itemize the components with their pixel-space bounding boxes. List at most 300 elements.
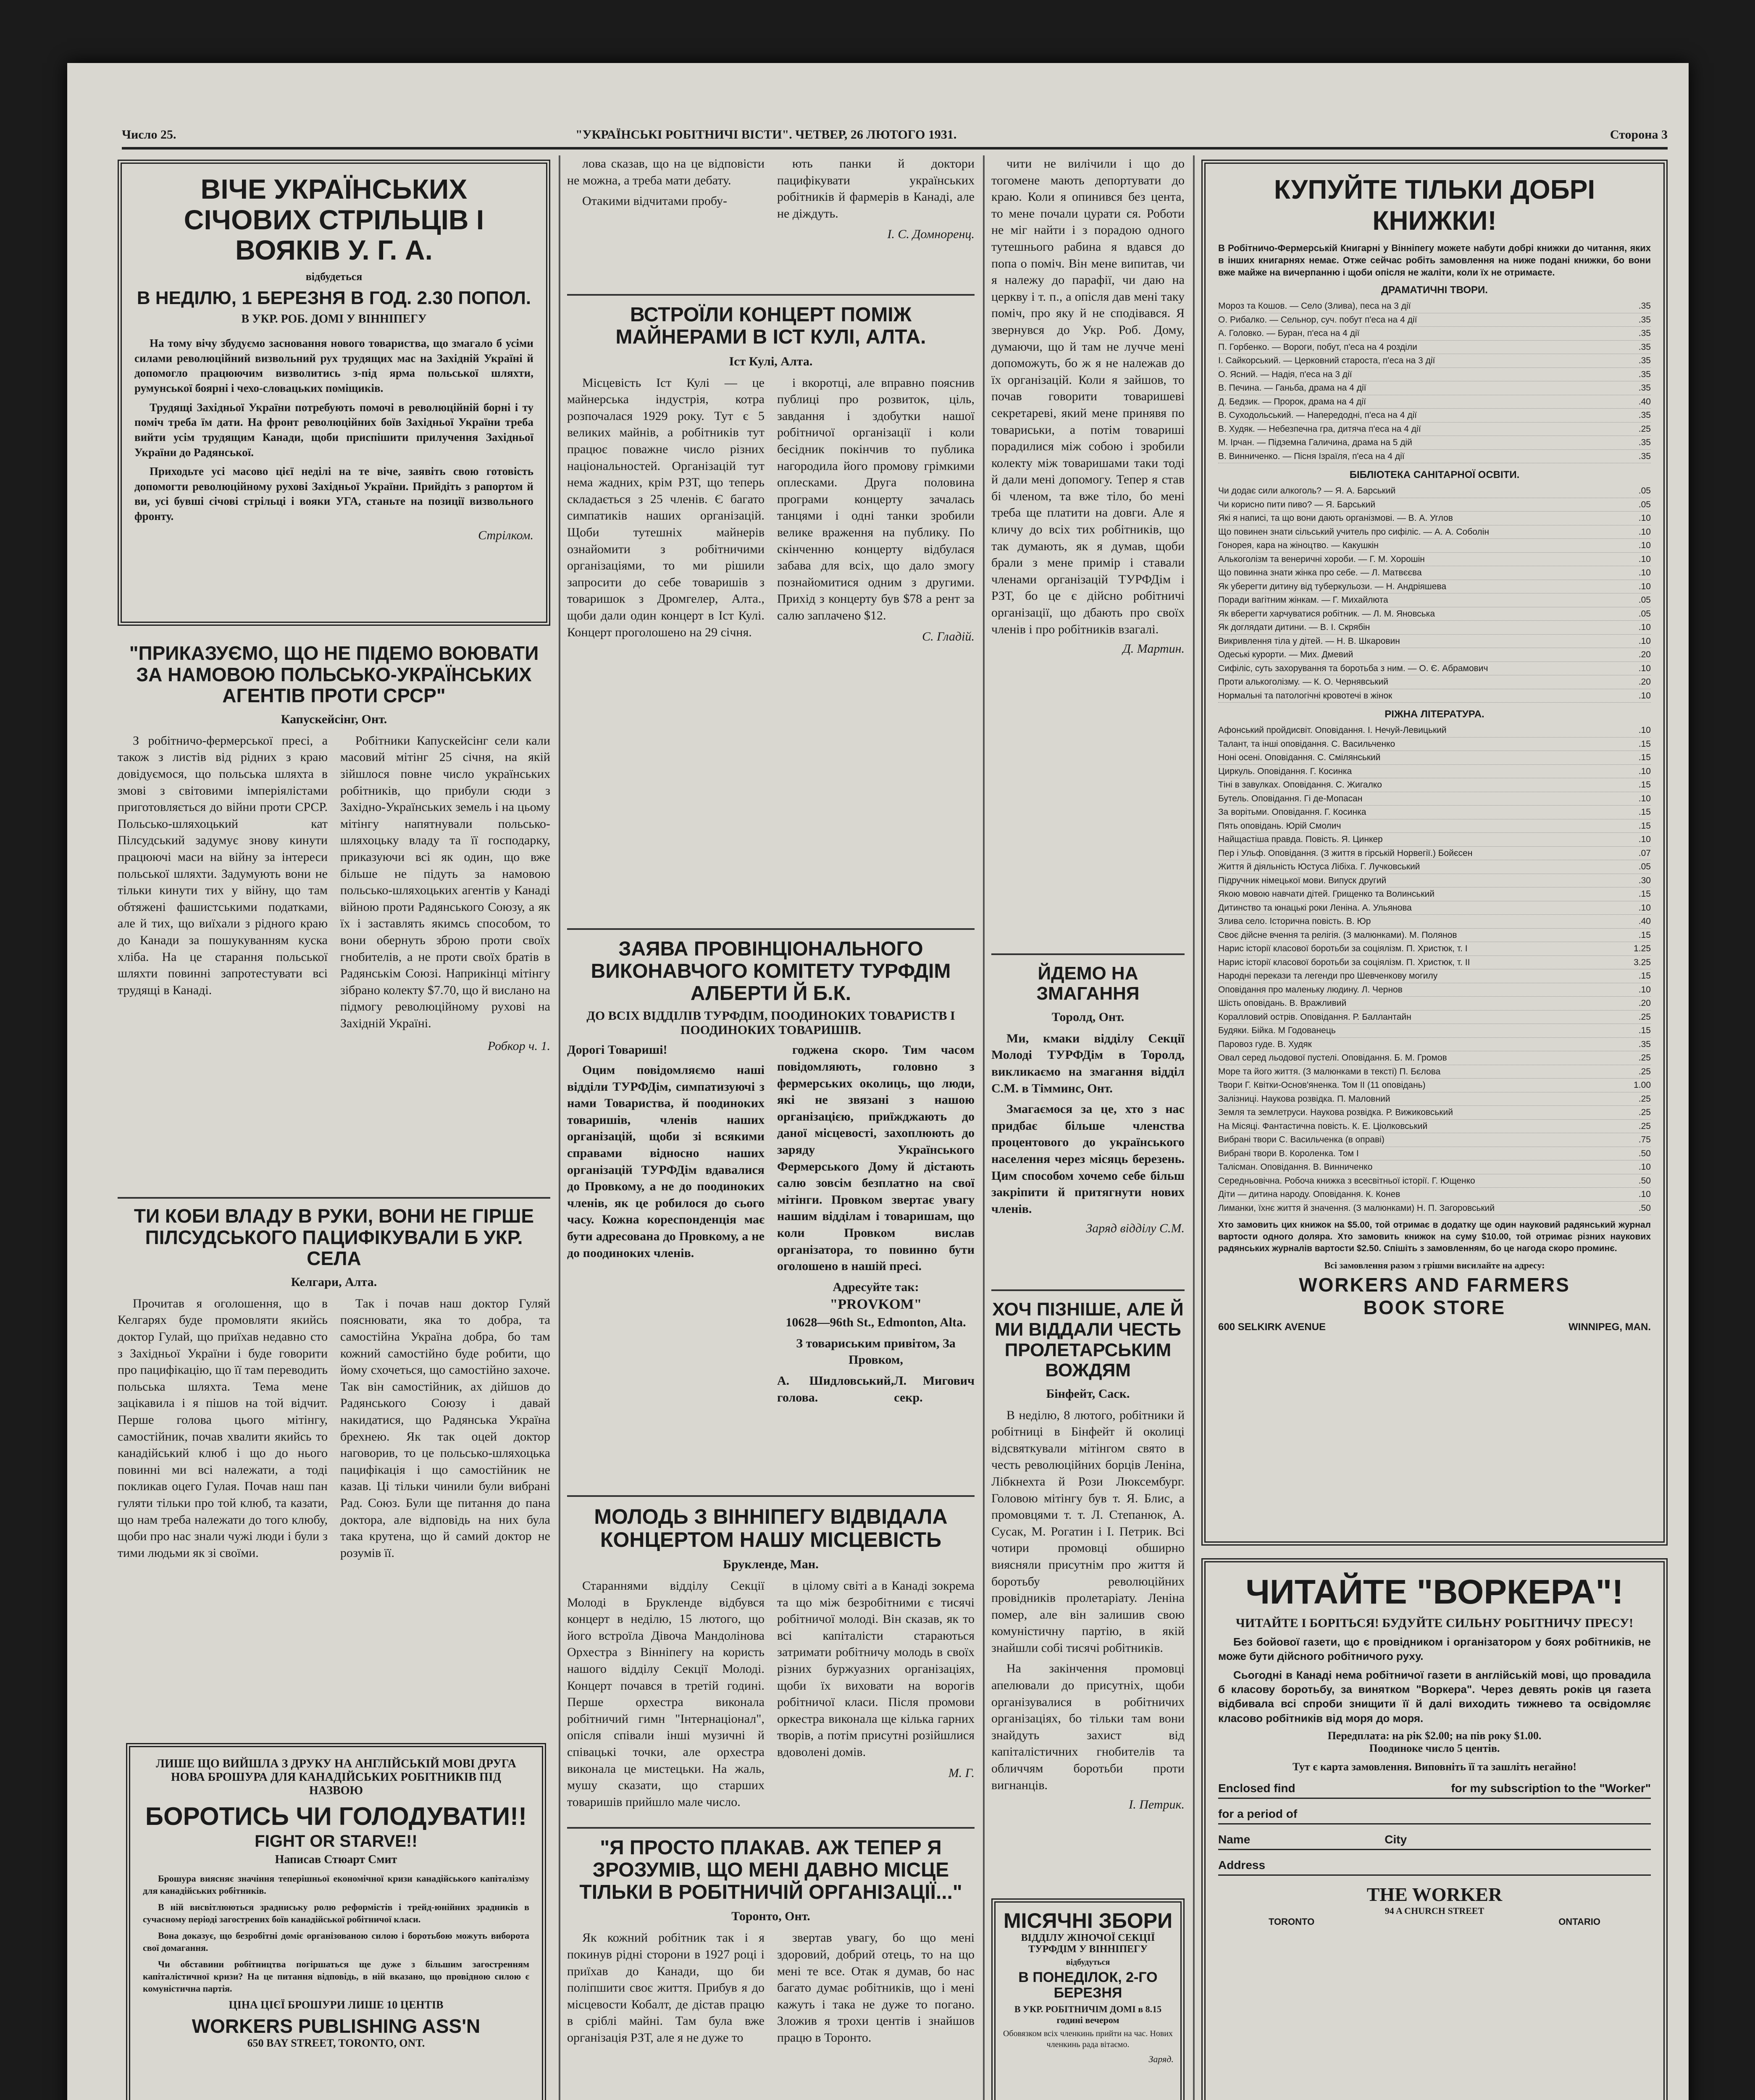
book-price: .15 <box>1638 821 1651 831</box>
prykazuemo-signature: Робкор ч. 1. <box>487 1039 550 1053</box>
form-city-label: City <box>1385 1832 1407 1846</box>
brochure-publisher: WORKERS PUBLISHING ASS'N <box>192 2015 481 2037</box>
book-list <box>1218 283 1651 1215</box>
book-item <box>1218 1024 1651 1038</box>
category-drama: ДРАМАТИЧНІ ТВОРИ. <box>1381 284 1488 296</box>
book-title: Поради вагітним жінкам. — Г. Михайлюта <box>1218 595 1388 605</box>
form-period-label: for a period of <box>1218 1807 1298 1820</box>
book-item <box>1218 806 1651 819</box>
concert-article <box>567 286 975 916</box>
book-item <box>1218 874 1651 888</box>
book-price: .35 <box>1638 383 1651 393</box>
book-item <box>1218 751 1651 765</box>
book-price: .35 <box>1638 451 1651 461</box>
plakav-place: Торонто, Онт. <box>731 1909 810 1924</box>
prykazuemo-place: Капускейсінг, Онт. <box>281 712 387 726</box>
column-rule <box>983 155 985 2100</box>
book-price: .10 <box>1638 568 1651 578</box>
bookstore-intro: В Робітничо-Фермерській Книгарні у Вінніпегу можете набути добрі книжки до читання, яких в інших книгарнях немає. Отже сейчас робіть замовлення на ниже подані книжки, бо вони вже майже на вичерпанню і щоби опісля не жаліти, коли їх не отримаєте. <box>1218 243 1651 278</box>
book-price: .75 <box>1638 1135 1651 1145</box>
zmahannia-para-b: Змагаємося за це, хто з нас придбає більше членства процентового до українського населення через місяць березень. Цим способом хочемо себе більш закріпити й притягнути нових членів. <box>991 1102 1185 1216</box>
prykazuemo-para-a: З робітничо-фермерської пресі, а також з листів від рідних з краю довідуємося, що польська шляхта в змові з світовими імперіялістами приготовляється до війни проти СРСР. Польсько-шляхоцький кат Пілсудський задумує знову кинути працюючі маси на війну за інтереси польської шляхти. Задумують вони не тільки кинути тих у війну, що там обтяжені фашистськими податками, але й тих, що виїхали з рідного краю до Канади за пошукуванням куска хліба. На це старання польської шляхти повинні запротестувати всі трудящі в Канаді. <box>118 733 328 997</box>
book-price: .07 <box>1638 848 1651 858</box>
koby-text-a <box>118 1295 328 1566</box>
book-title: Середньовічна. Робоча книжка з всесвітньої історії. Г. Ющенко <box>1218 1176 1475 1186</box>
book-title: Чи корисно пити пиво? — Я. Барський <box>1218 499 1376 509</box>
book-title: Циркуль. Оповідання. Г. Косинка <box>1218 766 1352 776</box>
book-price: 1.00 <box>1634 1080 1651 1090</box>
book-price: .50 <box>1638 1203 1651 1213</box>
concert-place: Іст Кулі, Алта. <box>729 354 813 368</box>
book-title: Лиманки, їхнє життя й значення. (З малюнками) Н. П. Загоровський <box>1218 1203 1495 1213</box>
drama-list <box>1218 299 1651 463</box>
book-title: Що повинен знати сільський учитель про сифіліс. — А. А. Соболін <box>1218 527 1489 537</box>
book-item <box>1218 648 1651 662</box>
zbory-when: В ПОНЕДІЛОК, 2-ГО БЕРЕЗНЯ <box>1018 1969 1158 2001</box>
top-fragments <box>567 155 975 249</box>
zayava-addr-street: 10628—96th St., Edmonton, Alta. <box>786 1315 966 1330</box>
order-note: Хто замовить цих книжок на $5.00, той отримає в додатку ще один науковий радянський журнал вартости одного доляра. Хто замовить книжок на суму $10.00, той отримає різних наукових радянських журналів вартости $2.50. Спішіть з замовленням, бо це нагода скоро проминє. <box>1218 1220 1651 1253</box>
concert-text-b <box>777 375 975 652</box>
zayava-text-b <box>777 1042 975 1406</box>
book-title: П. Горбенко. — Вороги, побут, п'еса на 4 розділи <box>1218 342 1417 352</box>
book-title: Дитинство та юнацькі роки Леніна. А. Ульянова <box>1218 903 1412 913</box>
zmahannia-headline: ЙДЕМО НА ЗМАГАННЯ <box>1036 963 1140 1004</box>
plakav-para-a: Як кожний робітник так і я покинув рідні сторони в 1927 році і приїхав до Канади, що би поліпшити своє життя. Прибув я до місцевости Кобалт, де дістав працю в сріблі майні. Там була вже організація РЗТ, але я не дуже то <box>567 1931 765 2045</box>
book-item <box>1218 354 1651 368</box>
zbory-notice <box>991 1898 1185 2100</box>
book-price: .10 <box>1638 984 1651 995</box>
book-title: Д. Бедзик. — Пророк, драма на 4 дії <box>1218 396 1366 407</box>
worker-headline: ЧИТАЙТЕ "ВОРКЕРА"! <box>1245 1573 1624 1611</box>
book-item <box>1218 635 1651 648</box>
column-rule <box>1193 155 1195 2100</box>
book-price: .35 <box>1638 356 1651 366</box>
bookstore-ad <box>1201 160 1668 1546</box>
worker-price-1: Передплата: на рік $2.00; на пів року $1.00. <box>1327 1729 1542 1742</box>
worker-brand-province: ONTARIO <box>1558 1916 1600 1927</box>
book-item <box>1218 539 1651 553</box>
book-title: Бутель. Оповідання. Гі де-Мопасан <box>1218 793 1363 803</box>
book-item <box>1218 833 1651 847</box>
viche-p2: Трудящі Західньої України потребують помочі в революційній борні і ту поміч треба їм дати. На фронт революційних боїв Західньої України треба вийти усім трудящим Канади, щоби приспішити прилучення Західньої України до Радянської. <box>134 401 533 459</box>
book-item <box>1218 983 1651 997</box>
top-fragment-signature: І. С. Домноренц. <box>887 227 975 242</box>
book-price: .25 <box>1638 1121 1651 1131</box>
book-title: Овал серед льодової пустелі. Оповідання. Б. М. Громов <box>1218 1053 1447 1063</box>
plakav-text-b <box>777 1929 975 2050</box>
viche-p1: На тому вічу збудуємо засновання нового товариства, що змагало б усіми силами революційний визвольний рух трудящих мас на Західній Україні й допомогло працюючим визволитись з-під ярма польської шляхти, румунської боярні і чехо-словацьких поміщиків. <box>134 337 533 395</box>
book-price: .05 <box>1638 609 1651 619</box>
vozhdi-article <box>991 1281 1185 1886</box>
divider <box>567 294 975 296</box>
top-fragment-left <box>567 155 765 249</box>
column-4 <box>1201 155 1668 2100</box>
divider <box>567 1495 975 1497</box>
book-title: Вибрані твори В. Короленка. Том І <box>1218 1148 1359 1158</box>
concert-para-a: Місцевість Іст Кулі — це майнерська індустрія, котра розпочалася 1929 року. Тут є 5 великих майнів, а робітників тут працює поважне число різних національностей. Організацій тут нема жадних, крім РЗТ, що теперь складається з 25 членів. Є багато симпатиків наших організацій. Щоби тутешніх майнерів ознайомити з робітничими організаціями, то ми рішили запросити до себе товаришів з товаришок з Дромгелер, Алта., щоби дали один концерт в Іст Кулі. Концерт проголошено на 29 січня. <box>567 375 765 639</box>
book-item <box>1218 689 1651 703</box>
vozhdi-para-a: В неділю, 8 лютого, робітники й робітниці в Бінфейт й околиці відсвяткували мітінгом свято в честь революційних борців Леніна, Лібкнехта й Рози Люксембург. Головою мітінгу був т. Я. Блис, а промовцями т. т. Л. Степанюк, А. Сусак, М. Рогатин і І. Петрик. Всі чотири промовці обширно виясняли присутнім про життя й боротьбу революційних провідників пролетаріату. Леніна помер, але він залишив свою комуністичну партію, в якій знайшли собі тисячі робітників. <box>991 1408 1185 1655</box>
brochure-p2: В ній висвітлюються зрадниську ролю реформістів і трейд-юнійних зрадників в сучасному періоді загострених боїв канадійської робітничої класи. <box>143 1902 529 1925</box>
book-price: .20 <box>1638 650 1651 660</box>
book-item <box>1218 915 1651 929</box>
book-title: В. Винниченко. — Пісня Ізраїля, п'еса на 4 дії <box>1218 451 1405 461</box>
book-title: О. Рибалко. — Сельнор, суч. побут п'еса на 4 дії <box>1218 315 1417 325</box>
book-price: .40 <box>1638 916 1651 927</box>
book-item <box>1218 525 1651 539</box>
viche-p3: Приходьте усі масово цієї неділі на те віче, заявіть свою готовість допомогти революційному рухові Західньої України. Прийдіть з рапортом й ви, усі бувші січові стрільці і вояки УГА, станьте на позиції визвольного фронту. <box>134 465 533 523</box>
book-title: Злива село. Історична повість. В. Юр <box>1218 916 1371 927</box>
book-title: Нарис історії класової боротьби за соціялізм. П. Христюк, т. І <box>1218 944 1468 954</box>
book-price: .10 <box>1638 1189 1651 1200</box>
brochure-title: БОРОТИСЬ ЧИ ГОЛОДУВАТИ!! <box>145 1802 527 1830</box>
book-item <box>1218 1120 1651 1134</box>
molod-headline: МОЛОДЬ З ВІННІПЕГУ ВІДВІДАЛА КОНЦЕРТОМ НАШУ МІСЦЕВІСТЬ <box>594 1505 948 1551</box>
zayava-headline: ЗАЯВА ПРОВІНЦІОНАЛЬНОГО ВИКОНАВЧОГО КОМІТЕТУ ТУРФДІМ АЛБЕРТИ Й Б.К. <box>591 938 951 1005</box>
book-price: .15 <box>1638 889 1651 899</box>
koby-headline: ТИ КОБИ ВЛАДУ В РУКИ, ВОНИ НЕ ГІРШЕ ПІЛСУДСЬКОГО ПАЦИФІКУВАЛИ Б УКР. СЕЛА <box>134 1205 534 1270</box>
prykazuemo-headline: "ПРИКАЗУЄМО, ЩО НЕ ПІДЕМО ВОЮВАТИ ЗА НАМОВОЮ ПОЛЬСЬКО-УКРАЇНСЬКИХ АГЕНТІВ ПРОТИ СРСР" <box>129 642 539 707</box>
form-period-row[interactable] <box>1218 1807 1651 1824</box>
book-title: Твори Г. Квітки-Основ'яненка. Том ІІ (11 оповідань) <box>1218 1080 1426 1090</box>
vozhdi-headline: ХОЧ ПІЗНІШЕ, АЛЕ Й МИ ВІДДАЛИ ЧЕСТЬ ПРОЛЕТАРСЬКИМ ВОЖДЯМ <box>992 1299 1184 1381</box>
book-price: .10 <box>1638 766 1651 776</box>
column-rule <box>559 155 560 2100</box>
molod-para-a: Стараннями відділу Секції Молоді в Брукленде відбувся концерт в неділю, 15 лютого, що його встроїла Дівоча Мандолінова Орхестра з Вінніпегу на користь нашого відділу Секції Молоді. Концерт почався в третій годині. Перше орхестра виконала робітничий гимн "Інтернаціонал", опісля співали інші музичні й співацькі точки, але орхестра виконала це мистецьки. На жаль, мушу сказати, що старших товаришів прийшло мале число. <box>567 1579 765 1809</box>
letter-signature: Д. Мартин. <box>1122 642 1185 656</box>
book-price: .35 <box>1638 328 1651 339</box>
brochure-price: ЦІНА ЦІЄЇ БРОШУРИ ЛИШЕ 10 ЦЕНТІВ <box>229 1999 444 2011</box>
book-item <box>1218 436 1651 450</box>
molod-text-b <box>777 1578 975 1814</box>
divider <box>567 928 975 930</box>
book-price: .25 <box>1638 424 1651 434</box>
viche-signature: Стрілком. <box>478 528 533 542</box>
book-item <box>1218 724 1651 738</box>
book-item <box>1218 299 1651 313</box>
book-item <box>1218 1011 1651 1024</box>
book-price: .30 <box>1638 875 1651 885</box>
book-item <box>1218 662 1651 676</box>
book-title: Будяки. Бійка. М Годованець <box>1218 1026 1336 1036</box>
book-title: Як вберегти харчуватися робітник. — Л. М. Яновська <box>1218 609 1435 619</box>
letter-para: чити не вилічили і що до тогомене мають депортувати до краю. Коли я опинився без цента, то мене почали цурати ся. Роботи не міг найти і з порадою одного тутешнього рабина я вдався до попа о поміч. Він мене випитав, чи я належу до парафії, чи даю на церкву і т. п., а опісля дав мені таку поміч, про яку й не сподівався. Я звернувся до Укр. Роб. Дому, думаючи, що й там не лучче мені допоможуть, бо ж я не належав до їх організацій. Коли я зайшов, то почав говорити товаришеві секретареві, який мене принявя по товариськи, а потім товариші порадилися між собою і зробили колекту між товаришами таки тоді й дали мені допомогу. Тепер я став бі членом, та вже тіло, бо мені треба ще платити на довги. Але я кличу до всіх тих робітників, що так думають, як я думав, щоби брали з мене примір і ставали членами організацій ТУРФДім і РЗТ, бо це є дійсно робітничі організації, що дбають про своїх членів і про робітників взагалі. <box>991 157 1185 636</box>
zmahannia-text <box>991 1030 1185 1218</box>
book-title: Афонський пройдисвіт. Оповідання. І. Нечуй-Левицький <box>1218 725 1447 735</box>
molod-article <box>567 1487 975 1814</box>
form-enclosed-row[interactable] <box>1218 1782 1651 1799</box>
brochure-author: Написав Стюарт Смит <box>275 1853 397 1866</box>
book-item <box>1218 1174 1651 1188</box>
book-price: .15 <box>1638 807 1651 817</box>
book-title: В. Суходольський. — Напередодні, п'еса на 4 дії <box>1218 410 1417 420</box>
book-title: Алькоголізм та венеричні хороби. — Г. М. Хорошін <box>1218 554 1425 564</box>
book-item <box>1218 887 1651 901</box>
letter-continuation <box>991 155 1185 932</box>
book-item <box>1218 1160 1651 1174</box>
book-title: Сифіліс, суть захорування та боротьба з ним. — О. Є. Абрамович <box>1218 663 1488 673</box>
book-item <box>1218 738 1651 751</box>
book-price: .10 <box>1638 527 1651 537</box>
zmahannia-place: Торолд, Онт. <box>1051 1010 1124 1024</box>
book-price: .35 <box>1638 1039 1651 1049</box>
form-name-label: Name <box>1218 1832 1251 1846</box>
molod-signature: М. Г. <box>948 1766 975 1780</box>
book-item <box>1218 566 1651 580</box>
zayava-closing: Адресуйте так: <box>833 1280 919 1294</box>
book-item <box>1218 1202 1651 1215</box>
column-1 <box>118 155 550 2100</box>
book-title: Народні перекази та легенди про Шевченкову могилу <box>1218 971 1438 981</box>
book-title: Нормальні та патологічні кровотечі в жінок <box>1218 690 1392 701</box>
book-price: .40 <box>1638 396 1651 407</box>
book-price: .25 <box>1638 1094 1651 1104</box>
top-fragment-right <box>777 155 975 249</box>
top-frag-b: Отакими відчитами пробу- <box>582 194 728 208</box>
book-item <box>1218 675 1651 689</box>
store-address: 600 SELKIRK AVENUE <box>1218 1321 1326 1333</box>
book-item <box>1218 368 1651 382</box>
book-item <box>1218 381 1651 395</box>
book-item <box>1218 847 1651 861</box>
vozhdi-place: Бінфейт, Саск. <box>1046 1386 1130 1401</box>
worker-p1: Без бойової газети, що є провідником і організатором у боях робітників, не може бути дійсного робітничого руху. <box>1218 1635 1651 1663</box>
book-item <box>1218 621 1651 635</box>
book-item <box>1218 1092 1651 1106</box>
book-title: Одеські курорти. — Мих. Дмевий <box>1218 650 1353 660</box>
book-item <box>1218 607 1651 621</box>
book-price: .15 <box>1638 753 1651 763</box>
plakav-article <box>567 1819 975 2100</box>
book-title: Паровоз гуде. В. Худяк <box>1218 1039 1312 1049</box>
form-name-row[interactable] <box>1218 1833 1651 1850</box>
book-item <box>1218 553 1651 567</box>
book-item <box>1218 450 1651 464</box>
book-item <box>1218 1051 1651 1065</box>
book-price: .05 <box>1638 595 1651 605</box>
vozhdi-signature: І. Петрик. <box>1129 1798 1185 1812</box>
viche-when: В НЕДІЛЮ, 1 БЕРЕЗНЯ В ГОД. 2.30 ПОПОЛ. <box>137 287 531 308</box>
koby-article <box>118 1205 550 1735</box>
book-item <box>1218 969 1651 983</box>
store-name-1: WORKERS AND FARMERS <box>1299 1274 1570 1296</box>
book-price: .35 <box>1638 410 1651 420</box>
koby-para-a: Прочитав я оголошення, що в Келгарях буде промовляти якийсь доктор Гулай, що приїхав недавно сто з Західньої України і буде говорити про пацифікацію, що її там переводить польська шляхта. Тема мене зацікавила і я пішов на той відчит. Перше голова цього мітінгу, самостійник, почав хвалити якийсь то канадійський клюб і що до нього повинні ми всі належати, а тоді покликав оцего Гулая. Почав наш пан гуляти тільки про той клюб, та казати, що нам треба належати до того клюбу, щоби про нас знали чужі люди і були з тими людьми як зі своїми. <box>118 1296 328 1560</box>
zayava-regards: З товариським привітом, За Провком, <box>796 1336 956 1367</box>
book-title: За ворітьми. Оповідання. Г. Косинка <box>1218 807 1366 817</box>
zmahannia-article <box>991 945 1185 1273</box>
brochure-p1: Брошура виясняє значіння теперішньої економічної кризи канадійського капіталізму для канадійських робітників. <box>143 1873 529 1896</box>
book-price: .10 <box>1638 903 1651 913</box>
zbory-note: Обовязком всіх членкинь прийти на час. Нових членкинь рада вітаємо. <box>1003 2029 1173 2050</box>
worker-ad <box>1201 1558 1668 2100</box>
book-price: .35 <box>1638 438 1651 448</box>
book-item <box>1218 929 1651 942</box>
book-price: .10 <box>1638 541 1651 551</box>
concert-signature: С. Гладій. <box>922 629 975 643</box>
book-title: Своє дійсне вчення та релігія. (З малюнками). М. Полянов <box>1218 930 1457 940</box>
book-item <box>1218 498 1651 512</box>
issue-number: Число 25. <box>122 128 176 142</box>
book-price: .35 <box>1638 315 1651 325</box>
worker-price-2: Поодиноке число 5 центів. <box>1369 1742 1500 1754</box>
zayava-text-a <box>567 1042 765 1406</box>
book-price: .35 <box>1638 369 1651 379</box>
book-title: І. Сайкорський. — Церковний староста, п'еса на 3 дії <box>1218 356 1435 366</box>
book-item <box>1218 1065 1651 1079</box>
category-health: БІБЛІОТЕКА САНІТАРНОЇ ОСВІТИ. <box>1349 469 1520 481</box>
book-item <box>1218 1038 1651 1052</box>
book-item <box>1218 341 1651 354</box>
book-title: Нарис історії класової боротьби за соціялізм. П. Христюк, т. ІІ <box>1218 957 1470 967</box>
book-item <box>1218 1188 1651 1202</box>
book-title: В. Печина. — Ганьба, драма на 4 дії <box>1218 383 1366 393</box>
book-price: .50 <box>1638 1148 1651 1158</box>
zayava-signer-2: Л. Мигович секр. <box>894 1373 975 1404</box>
molod-para-b: в цілому світі а в Канаді зокрема та що між безробітними є тисячі робітничої молоді. Він сказав, як то всі капіталісти стараються затримати робітничу молодь в своїх різних буржуазних організаціях, щоби їх виховати на ворогів робітничої класи. Після промови оркестра виконала ще кілька гарних творів, а потім присутні розійшлися вдоволені домів. <box>777 1579 975 1759</box>
book-item <box>1218 819 1651 833</box>
book-price: .05 <box>1638 486 1651 496</box>
zbory-subheading: ВІДДІЛУ ЖІНОЧОЇ СЕКЦІЇ ТУРФДІМ У ВІННІПЕГУ <box>1021 1932 1155 1955</box>
book-title: Мороз та Кошов. — Село (Злива), пеca на 3 дії <box>1218 301 1411 311</box>
prykazuemo-para-b: Робітники Капускейсінг сели кали масовий мітінг 25 січня, на якій зійшлося повне число українських робітників, що прибули сюди з Західно-Українських земель і на цьому мітінгу напятнували польсько-шляхоцьку владу та її господарку, приказуючи всі як один, що вже більше не підуть за намовою польсько-шляхоцьких агентів у Канаді війною проти Радянського Союзу, а як їх і заставлять якимсь способом, то вони обернуть зброю проти своїх гнобителів, а не проти своїх братів в Радянськім Союзі. Наприкінці мітінгу зібрано колекту $7.70, що й вислано на підмогу революційному рухові на Західній Україні. <box>340 733 550 1030</box>
concert-para-b: і вкоротці, але вправно пояснив публиці про розвиток, ціль, завдання і здобутки нашої робітничої організації і коли бесідник покінчив то публика нагородила його промову грімкими оплесками. Друга половина програми концерту зачалась танцями і одні танки зробили велике враження на публику. По скінченню концерту відбулася забава для всіх, що дало змогу познайомитися одним з другими. Прихід з концерту був $78 а рент за салю заплачено $12. <box>777 375 975 622</box>
form-enclosed-label: Enclosed find <box>1218 1781 1295 1795</box>
book-item <box>1218 1133 1651 1147</box>
top-frag-c: ють панки й доктори пацифікувати українських робітників й фармерів в Канаді, але не діждуть. <box>777 157 975 220</box>
masthead <box>122 122 1668 150</box>
book-price: .10 <box>1638 622 1651 633</box>
book-title: Якою мовою навчати дітей. Грищенко та Волинський <box>1218 889 1435 899</box>
book-title: Які я написі, та що вони дають організмові. — В. А. Углов <box>1218 513 1453 523</box>
prykazuemo-article <box>118 643 550 1060</box>
book-title: Підручник німецької мови. Випуск другий <box>1218 875 1387 885</box>
book-title: Гонорея, кара на жіноцтво. — Какушкін <box>1218 541 1379 551</box>
book-price: .10 <box>1638 835 1651 845</box>
form-address-row[interactable] <box>1218 1858 1651 1876</box>
book-title: Шість оповідань. В. Вражливий <box>1218 998 1347 1008</box>
book-item <box>1218 423 1651 436</box>
store-name-2: BOOK STORE <box>1363 1297 1506 1319</box>
book-price: .15 <box>1638 739 1651 749</box>
plakav-text-a <box>567 1929 765 2050</box>
zayava-para-a: Оцим повідомляємо наші відділи ТУРФДім, симпатизуючі з нами Товариства, й поодиноких товаришів, членів наших організацій, щоби зі всякими справами відносно наших організацій ТУРФДім вдавалися до Провкому, а не до поодиноких членів, як це робилося до сього часу. Кожна кореспонденція має бути адресована до Провкому, а не до поодиноких членів. <box>567 1063 765 1260</box>
viche-headline: ВІЧЕ УКРАЇНСЬКИХ СІЧОВИХ СТРІЛЬЦІВ І ВОЯКІВ У. Г. А. <box>184 173 484 266</box>
book-price: .25 <box>1638 1108 1651 1118</box>
viche-notice <box>118 160 550 626</box>
worker-body <box>1218 1635 1651 1725</box>
brochure-p4: Чи обставини робітництва погіршаться ще дуже з більшим загостренням капіталістичної кризи? На це питання відповідь, в ній вказано, що провідною силою є комуністична партія. <box>143 1959 529 1994</box>
viche-where: В УКР. РОБ. ДОМІ У ВІННІПЕГУ <box>241 312 427 326</box>
book-price: 3.25 <box>1634 957 1651 967</box>
book-price: .10 <box>1638 1162 1651 1172</box>
book-title: Проти алькоголізму. — К. О. Чернявський <box>1218 677 1388 687</box>
book-price: .25 <box>1638 1053 1651 1063</box>
worker-brand-address: 94 A CHURCH STREET <box>1385 1905 1484 1916</box>
viche-body <box>134 336 533 524</box>
zbory-headline: МІСЯЧНІ ЗБОРИ <box>1003 1909 1173 1932</box>
book-price: .10 <box>1638 581 1651 591</box>
concert-headline: ВСТРОЇЛИ КОНЦЕРТ ПОМІЖ МАЙНЕРАМИ В ІСТ КУЛІ, АЛТА. <box>615 304 926 348</box>
book-item <box>1218 997 1651 1011</box>
book-item <box>1218 512 1651 525</box>
book-title: А. Головко. — Буран, п'еса на 4 дії <box>1218 328 1360 339</box>
book-item <box>1218 484 1651 498</box>
book-title: О. Ясний. — Надія, п'еса на 3 дії <box>1218 369 1352 379</box>
book-price: .10 <box>1638 636 1651 646</box>
divider <box>991 1289 1185 1291</box>
book-item <box>1218 778 1651 792</box>
brochure-ad <box>126 1743 546 2100</box>
zayava-para-b: годжена скоро. Тим часом повідомляють, головно з фермерських околиць, що люди, які не звязані з нашою організацією, приїжджають до даної місцевості, захоплюють до заряду Українського Фермерського Дому й дістають салю зовсім безплатно на свої мітінги. Провком звертає увагу нашим відділам і товаришам, що коли Провком вислав організатора, то повинно бути оголошено в нашій пресі. <box>777 1043 975 1273</box>
zbory-signature: Заряд. <box>1148 2053 1174 2064</box>
letter-text <box>991 155 1185 638</box>
book-price: .10 <box>1638 554 1651 564</box>
zmahannia-para-a: Ми, кмаки відділу Секції Молоді ТУРФДім в Торолд, викликаємо на змагання відділ С.М. в Тімминс, Онт. <box>991 1031 1185 1095</box>
book-title: Найщастіша правда. Повість. Я. Цинкер <box>1218 835 1383 845</box>
send-note: Всі замовлення разом з грішми висилайте на адресу: <box>1324 1260 1545 1271</box>
newspaper-page <box>67 63 1689 2100</box>
category-misc: РІЖНА ЛІТЕРАТУРА. <box>1385 709 1484 720</box>
newspaper-title: "УКРАЇНСЬКІ РОБІТНИЧІ ВІСТИ". ЧЕТВЕР, 26 ЛЮТОГО 1931. <box>575 128 957 142</box>
book-price: .10 <box>1638 690 1651 701</box>
store-city: WINNIPEG, MAN. <box>1568 1321 1651 1333</box>
book-price: .05 <box>1638 862 1651 872</box>
page-number: Сторона 3 <box>1610 128 1668 142</box>
book-price: .50 <box>1638 1176 1651 1186</box>
book-title: Коралловий острів. Оповідання. Р. Баллантайн <box>1218 1012 1411 1022</box>
book-price: .15 <box>1638 1026 1651 1036</box>
worker-brand-city: TORONTO <box>1269 1916 1315 1927</box>
plakav-headline: "Я ПРОСТО ПЛАКАВ. АЖ ТЕПЕР Я ЗРОЗУМІВ, ЩО МЕНІ ДАВНО МІСЦЕ ТІЛЬКИ В РОБІТНИЧІЙ ОРГАНІЗАЦІЇ..." <box>579 1837 962 1903</box>
book-title: М. Ірчан. — Підземна Галичина, драма на 5 дій <box>1218 438 1412 448</box>
book-title: Залізниці. Наукова розвідка. П. Маловний <box>1218 1094 1390 1104</box>
book-item <box>1218 942 1651 956</box>
book-title: Життя й діяльність Юстуса Лібіха. Г. Лучковський <box>1218 862 1420 872</box>
book-price: .10 <box>1638 663 1651 673</box>
zbory-held: відбудуться <box>1066 1958 1110 1967</box>
zmahannia-signature: Заряд відділу С.М. <box>1086 1221 1185 1236</box>
book-title: В. Худяк. — Небезпечна гра, дитяча п'еса на 4 дії <box>1218 424 1421 434</box>
book-title: Викривлення тіла у дітей. — Н. В. Шкаровин <box>1218 636 1400 646</box>
book-price: .20 <box>1638 677 1651 687</box>
book-title: Тіні в завулках. Оповідання. С. Жигалко <box>1218 780 1382 790</box>
book-price: .05 <box>1638 499 1651 509</box>
zayava-signer-1: А. Шидловський, голова. <box>777 1373 894 1404</box>
column-2 <box>567 155 975 2100</box>
book-title: Пять оповідань. Юрій Смолич <box>1218 821 1341 831</box>
book-price: .25 <box>1638 1012 1651 1022</box>
book-item <box>1218 313 1651 327</box>
book-item <box>1218 956 1651 970</box>
brochure-body <box>143 1872 529 1995</box>
divider <box>567 1827 975 1829</box>
form-for-label: for my subscription to the "Worker" <box>1451 1781 1651 1795</box>
molod-place: Брукленде, Ман. <box>723 1557 819 1571</box>
book-price: 1.25 <box>1634 944 1651 954</box>
book-price: .10 <box>1638 725 1651 735</box>
book-item <box>1218 1106 1651 1120</box>
prykazuemo-text-b <box>340 732 550 1036</box>
book-title: Діти — дитина народу. Оповідання. К. Конев <box>1218 1189 1400 1200</box>
brochure-p3: Вона доказує, що безробітні доміє організованою силою і боротьбою можуть виборота свої домагання. <box>143 1930 529 1953</box>
book-price: .25 <box>1638 1066 1651 1076</box>
worker-p2: Сьогодні в Канаді нема робітничої газети в англійській мові, що провадила б класову боротьбу, за винятком "Воркера". Через девять років ця газета відбивала всі спроби знищити її й далі виходить тижнево та освідомляє класово робітників від моря до моря. <box>1218 1668 1651 1725</box>
book-title: Ноні осені. Оповідання. С. Смілянський <box>1218 753 1381 763</box>
book-price: .10 <box>1638 513 1651 523</box>
bookstore-headline: КУПУЙТЕ ТІЛЬКИ ДОБРІ КНИЖКИ! <box>1274 174 1595 236</box>
